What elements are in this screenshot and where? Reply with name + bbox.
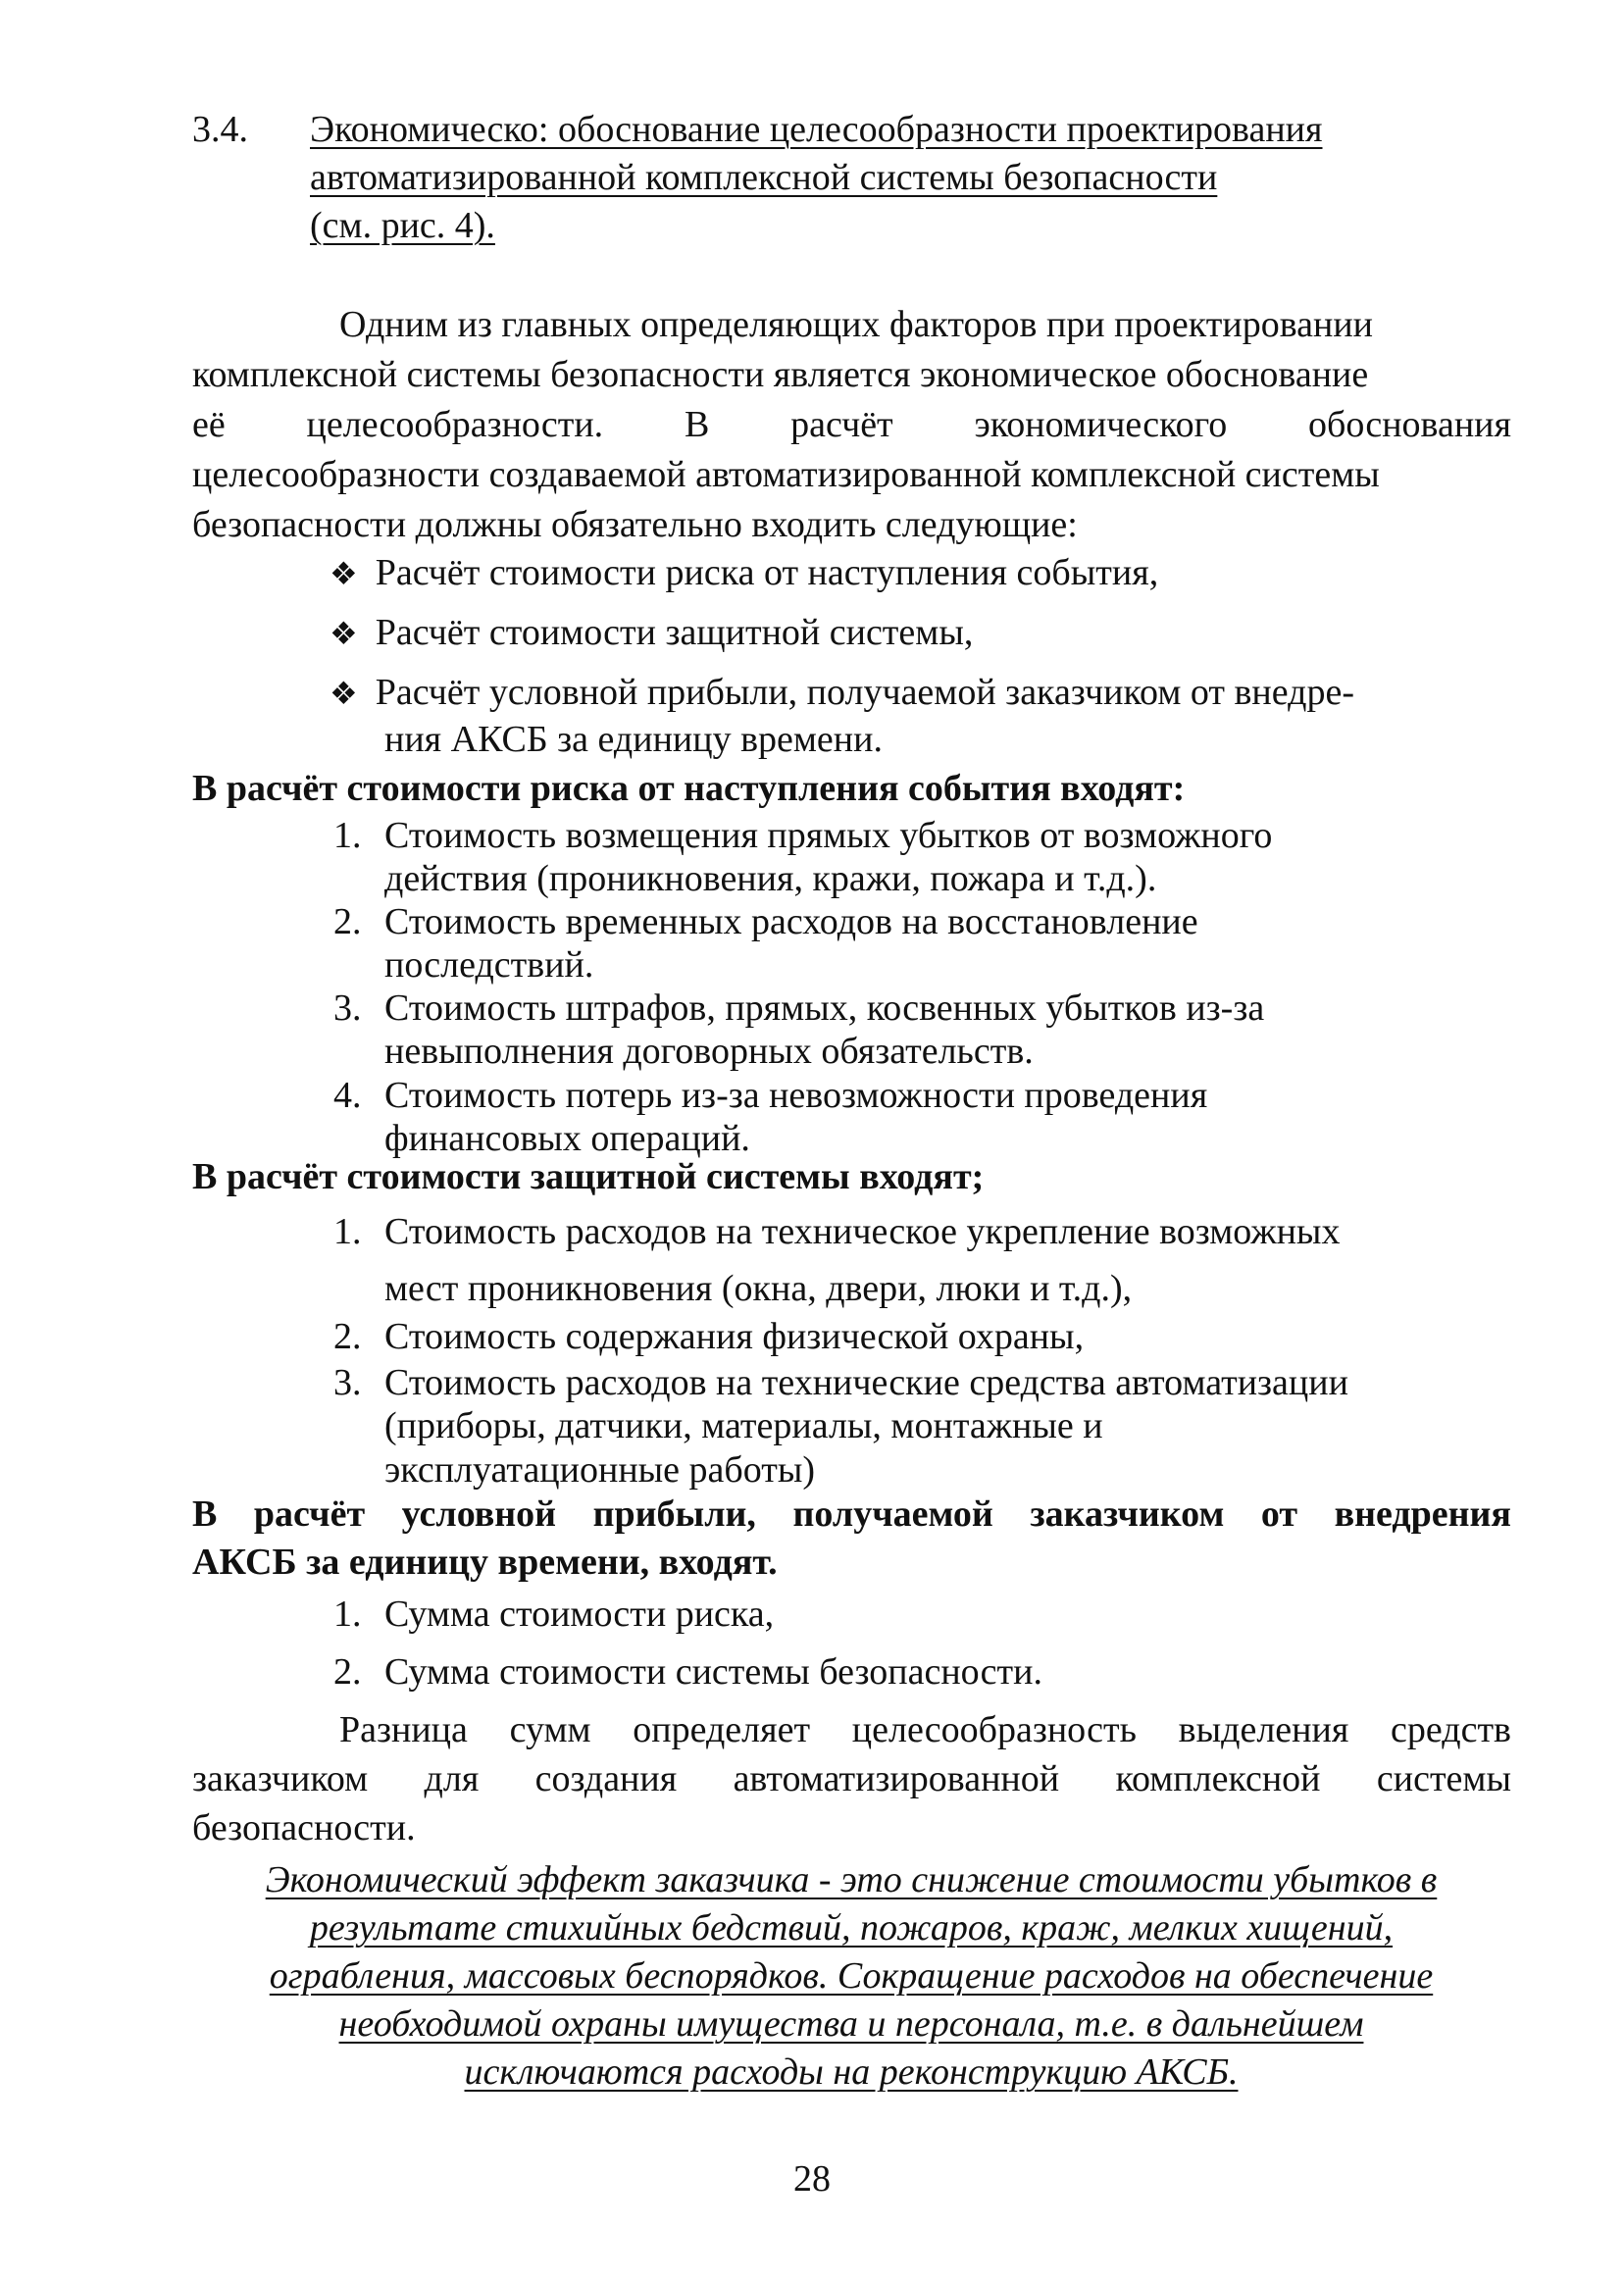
effect-line-4: необходимой охраны имущества и персонала, т.е. в дальнейшем <box>338 2003 1364 2045</box>
intro-line-2: комплексной системы безопасности является экономическое обоснование <box>192 354 1369 395</box>
page-number: 28 <box>793 2158 831 2200</box>
risk-item-1-continued: действия (проникновения, кражи, пожара и т.д.). <box>384 858 1157 899</box>
bullet-item-3-continued: ния АКСБ за единицу времени. <box>384 719 883 760</box>
protect-heading: В расчёт стоимости защитной системы входят; <box>192 1156 985 1197</box>
profit-item-2 <box>333 1648 1042 1696</box>
list-text: Стоимость временных расходов на восстановление <box>384 901 1198 942</box>
bullet-item-3: ❖ Расчёт условной прибыли, получаемой заказчиком от внедре- <box>330 669 1354 718</box>
protect-item-2 <box>333 1313 1084 1361</box>
risk-item-4-continued: финансовых операций. <box>384 1118 750 1159</box>
list-text: Сумма стоимости системы безопасности. <box>384 1651 1042 1693</box>
list-text: Стоимость расходов на техническое укрепление возможных <box>384 1211 1341 1252</box>
list-text: Сумма стоимости риска, <box>384 1594 775 1635</box>
risk-item-4 <box>333 1072 1207 1120</box>
list-text: Стоимость потерь из-за невозможности проведения <box>384 1075 1208 1116</box>
list-text: Стоимость штрафов, прямых, косвенных убытков из-за <box>384 987 1265 1029</box>
risk-item-2-continued: последствий. <box>384 944 594 986</box>
list-number: 2. <box>333 1651 362 1693</box>
risk-heading: В расчёт стоимости риска от наступления события входят: <box>192 768 1186 809</box>
list-number: 1. <box>333 1594 362 1635</box>
bullet-item-2: ❖ Расчёт стоимости защитной системы, <box>330 609 973 658</box>
protect-item-1-continued: мест проникновения (окна, двери, люки и т.д.), <box>384 1268 1133 1309</box>
protect-item-3-continued-2: эксплуатационные работы) <box>384 1449 816 1491</box>
list-text: Стоимость содержания физической охраны, <box>384 1316 1085 1357</box>
list-number: 2. <box>333 1316 362 1357</box>
intro-line-4: целесообразности создаваемой автоматизированной комплексной системы <box>192 454 1380 495</box>
risk-item-1 <box>333 812 1272 860</box>
risk-item-3-continued: невыполнения договорных обязательств. <box>384 1031 1034 1072</box>
section-title-line-3: (см. рис. 4). <box>310 205 495 246</box>
list-number: 3. <box>333 987 362 1029</box>
section-title-line-1: Экономическо: обоснование целесообразности проектирования <box>310 109 1323 150</box>
list-text: Стоимость расходов на технические средства автоматизации <box>384 1362 1348 1403</box>
list-number: 1. <box>333 815 362 856</box>
profit-item-1 <box>333 1591 774 1639</box>
conclusion-line-2: заказчиком для создания автоматизированной комплексной системы <box>192 1758 1511 1799</box>
effect-line-1: Экономический эффект заказчика - это снижение стоимости убытков в <box>265 1859 1438 1900</box>
profit-heading-line-2: АКСБ за единицу времени, входят. <box>192 1542 778 1583</box>
list-number: 3. <box>333 1362 362 1403</box>
protect-item-3-continued-1: (приборы, датчики, материалы, монтажные и <box>384 1405 1103 1446</box>
effect-line-3: ограбления, массовых беспорядков. Сокращение расходов на обеспечение <box>269 1955 1434 1997</box>
risk-item-2 <box>333 898 1198 946</box>
profit-heading-line-1: В расчёт условной прибыли, получаемой заказчиком от внедрения <box>192 1493 1511 1535</box>
conclusion-line-3: безопасности. <box>192 1807 416 1848</box>
protect-item-1 <box>333 1208 1340 1256</box>
list-number: 2. <box>333 901 362 942</box>
effect-line-5: исключаются расходы на реконструкцию АКСБ. <box>464 2051 1239 2093</box>
intro-line-3: её целесообразности. В расчёт экономического обоснования <box>192 404 1511 445</box>
intro-line-1: Одним из главных определяющих факторов при проектировании <box>339 304 1374 345</box>
bullet-item-1: ❖ Расчёт стоимости риска от наступления события, <box>330 549 1158 598</box>
section-number: 3.4. <box>192 109 248 150</box>
list-number: 1. <box>333 1211 362 1252</box>
effect-line-2: результате стихийных бедствий, пожаров, краж, мелких хищений, <box>309 1907 1394 1948</box>
conclusion-line-1: Разница сумм определяет целесообразность выделения средств <box>339 1709 1511 1750</box>
section-title-line-2: автоматизированной комплексной системы безопасности <box>310 157 1218 198</box>
list-text: Стоимость возмещения прямых убытков от возможного <box>384 815 1273 856</box>
list-number: 4. <box>333 1075 362 1116</box>
intro-line-5: безопасности должны обязательно входить следующие: <box>192 504 1078 545</box>
protect-item-3 <box>333 1359 1348 1407</box>
risk-item-3 <box>333 985 1264 1033</box>
